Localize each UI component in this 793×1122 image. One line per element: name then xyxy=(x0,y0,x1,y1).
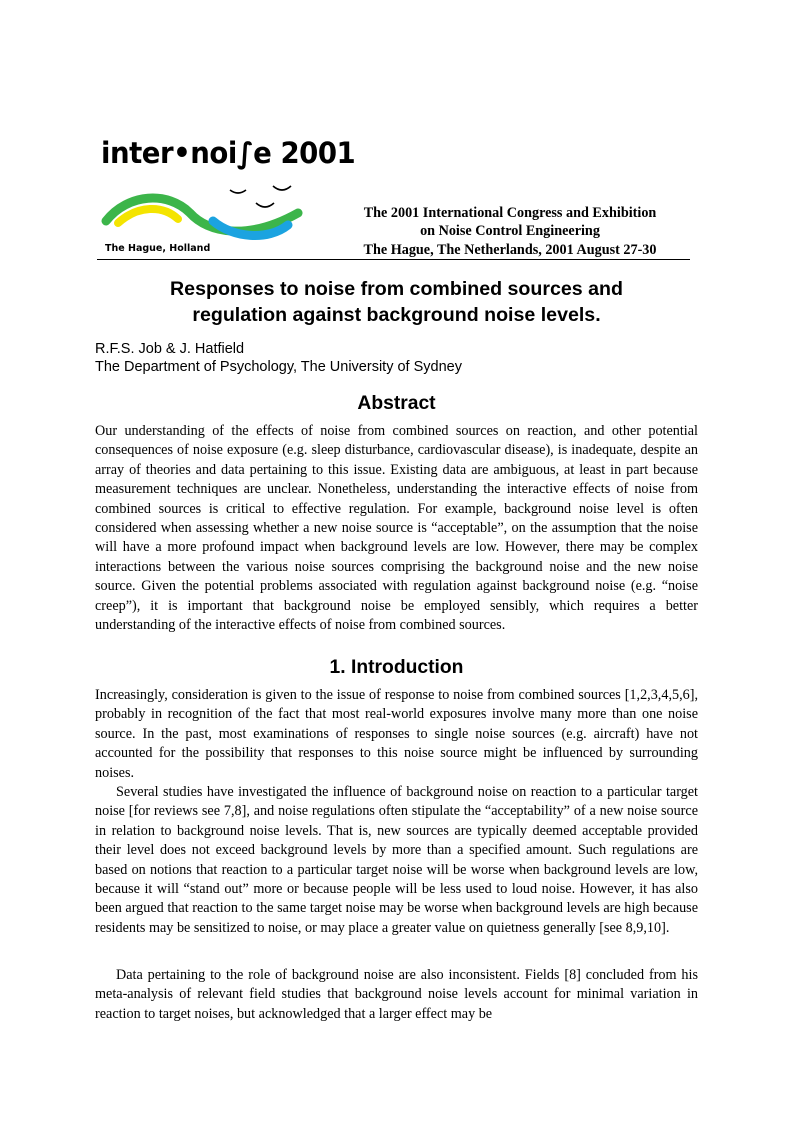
conference-line-1: The 2001 International Congress and Exhibition xyxy=(363,205,657,221)
affiliation: The Department of Psychology, The University of Sydney xyxy=(95,359,462,375)
authors: R.F.S. Job & J. Hatfield xyxy=(95,341,245,357)
conference-logo-title: inter•noi∫e 2001 xyxy=(101,136,356,170)
paper-title-line-2: regulation against background noise levels. xyxy=(192,304,601,326)
yellow-wave xyxy=(118,209,178,223)
smile-3 xyxy=(273,186,291,190)
smile-1 xyxy=(230,190,246,193)
introduction-paragraph-1: Increasingly, consideration is given to the issue of response to noise from combined sources [1,2,3,4,5,6], probably in recognition of the fact that most real-world exposures involve many more than one noise source. In the past, most examinations of responses to single noise sources (e.g. aircraft) have not accounted for the possibility that responses to this noise source might be influenced by surrounding noises. xyxy=(95,687,698,781)
conference-info xyxy=(335,204,685,259)
conference-line-3: The Hague, The Netherlands, 2001 August 27-30 xyxy=(363,241,657,258)
smile-2 xyxy=(256,203,274,207)
header-divider xyxy=(97,259,690,260)
abstract-heading: Abstract xyxy=(357,393,436,414)
wave-logo-icon xyxy=(98,183,313,245)
abstract-text: Our understanding of the effects of noise from combined sources on reaction, and other potential consequences of noise exposure (e.g. sleep disturbance, cardiovascular disease), is inadequate, despite an array of theories and data pertaining to this issue. Existing data are ambiguous, at least in part because measurement techniques are unclear. Nonetheless, understanding the interactive effects of noise from combined sources is critical to effective regulation. For example, background noise level is often considered when assessing whether a new noise source is “acceptable”, on the assumption that the noise will have a more profound impact when background levels are low. However, there may be complex interactions between the various noise sources comprising the background noise and the new noise source. Given the potential problems associated with regulation against background noise (e.g. “noise creep”), it is important that background noise be employed sensibly, which requires a better understanding of the interactive effects of noise from combined sources. xyxy=(95,423,698,634)
introduction-heading: 1. Introduction xyxy=(329,657,464,678)
introduction-paragraph-2: Several studies have investigated the influence of background noise on reaction to a particular target noise [for reviews see 7,8], and noise regulations often stipulate the “acceptability” of a new noise source in relation to background noise levels. That is, new sources are typically deemed acceptable provided their level does not exceed background levels by more than a specified amount. Such regulations are based on notions that reaction to a particular target noise will be worse when background levels are low, because it will “stand out” more or because people will be less used to loud noise. However, it has also been argued that reaction to the same target noise may be worse when background levels are high because residents may be sensitized to noise, or may place a greater value on quietness generally [see 8,9,10]. xyxy=(95,784,698,936)
introduction-paragraph-3: Data pertaining to the role of background noise are also inconsistent. Fields [8] concluded from his meta-analysis of relevant field studies that background noise levels account for minimal variation in reaction to target noises, but acknowledged that a larger effect may be xyxy=(95,967,698,1022)
paper-title-line-1: Responses to noise from combined sources and xyxy=(170,278,623,300)
conference-line-2: on Noise Control Engineering xyxy=(420,223,600,240)
paper-title xyxy=(95,276,698,328)
logo-location: The Hague, Holland xyxy=(105,243,211,254)
